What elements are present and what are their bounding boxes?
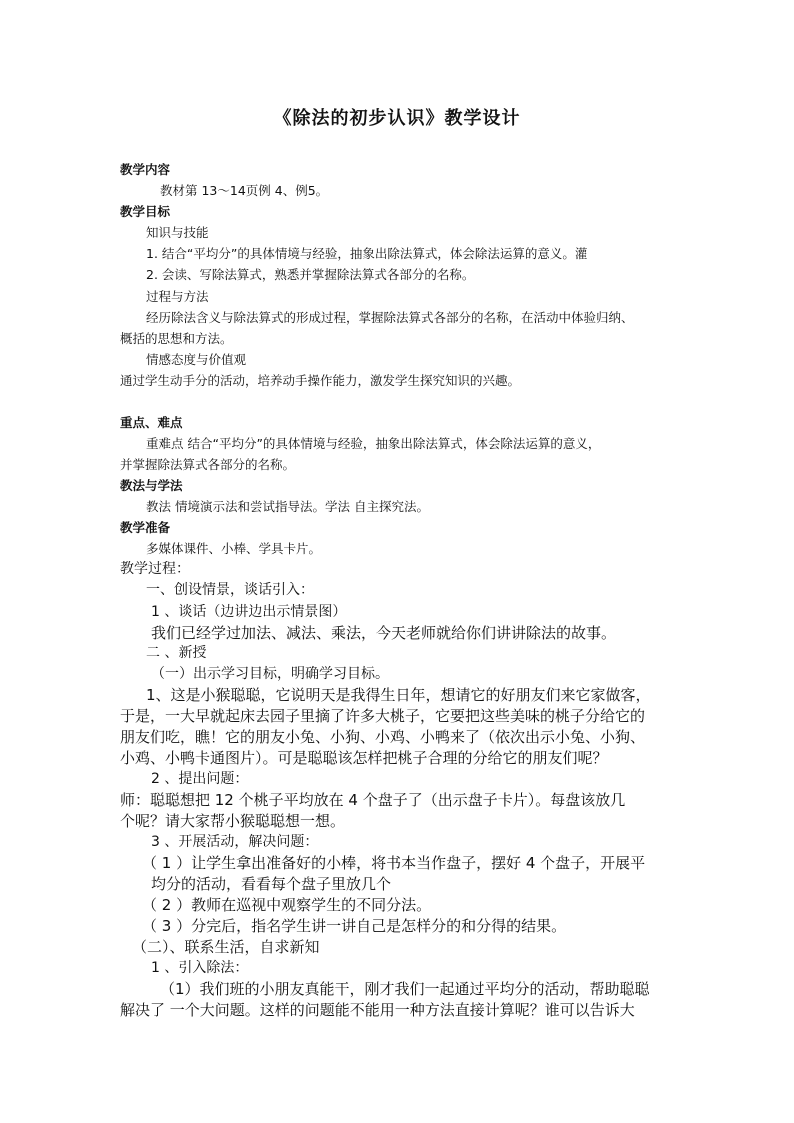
body-line: （1）我们班的小朋友真能干，刚才我们一起通过平均分的活动，帮助聪聪	[160, 980, 650, 998]
heading-teaching-methods: 教法与学法	[120, 478, 183, 493]
body-line: 2 、提出问题：	[151, 771, 249, 787]
body-line: 于是，一大早就起床去园子里摘了许多大桃子，它要把这些美味的桃子分给它的	[120, 707, 646, 725]
section-heading: 一、创设情景，谈话引入：	[146, 582, 314, 598]
body-line: （ 2 ）教师在巡视中观察学生的不同分法。	[142, 896, 432, 914]
body-line: 均分的活动，看看每个盘子里放几个	[151, 875, 392, 893]
heading-teaching-content: 教学内容	[120, 162, 171, 177]
body-line: 并掌握除法算式各部分的名称。	[120, 457, 296, 472]
section-heading: （二）、联系生活，自求新知	[132, 938, 320, 956]
body-line: 通过学生动手分的活动，培养动手操作能力，激发学生探究知识的兴趣。	[120, 373, 521, 388]
body-line: 教法 情境演示法和尝试指导法。学法 自主探究法。	[146, 499, 429, 514]
body-line: 2. 会读、写除法算式，熟悉并掌握除法算式各部分的名称。	[146, 267, 475, 282]
body-line: （ 3 ）分完后，指名学生讲一讲自己是怎样分的和分得的结果。	[142, 917, 567, 935]
body-line: 朋友们吃，瞧！它的朋友小兔、小狗、小鸡、小鸭来了（依次出示小兔、小狗、	[120, 728, 646, 746]
body-line: 重难点 结合“平均分”的具体情境与经验，抽象出除法算式，体会除法运算的意义，	[146, 436, 601, 451]
heading-teaching-goals: 教学目标	[120, 204, 171, 219]
body-line: 个呢？请大家帮小猴聪聪想一想。	[120, 812, 346, 830]
body-line: （ 1 ）让学生拿出准备好的小棒，将书本当作盘子，摆好 4 个盘子，开展平	[142, 854, 646, 872]
page-title: 《除法的初步认识》教学设计	[273, 108, 521, 129]
heading-teaching-process: 教学过程：	[120, 561, 190, 577]
body-line: （一）出示学习目标，明确学习目标。	[151, 666, 389, 682]
body-line: 1 、引入除法：	[151, 960, 249, 976]
body-line: 3 、开展活动，解决问题：	[151, 834, 319, 850]
subheading-process-method: 过程与方法	[146, 289, 209, 304]
subheading-attitude-values: 情感态度与价值观	[146, 352, 247, 367]
body-line: 多媒体课件、小棒、学具卡片。	[146, 541, 322, 556]
body-line: 小鸡、小鸭卡通图片）。可是聪聪该怎样把桃子合理的分给它的朋友们呢？	[120, 749, 608, 767]
body-line: 经历除法含义与除法算式的形成过程，掌握除法算式各部分的名称，在活动中体验归纳、	[146, 310, 634, 325]
heading-key-points: 重点、难点	[120, 415, 183, 430]
subheading-knowledge-skills: 知识与技能	[146, 225, 209, 240]
body-line: 概括的思想和方法。	[120, 331, 233, 346]
body-line: 1. 结合“平均分”的具体情境与经验，抽象出除法算式，体会除法运算的意义。灌	[146, 246, 588, 261]
body-line: 教材第 13～14页例 4、例5。	[160, 183, 329, 198]
section-heading: 二 、新授	[146, 645, 207, 661]
body-line: 1 、谈话（边讲边出示情景图）	[151, 604, 347, 620]
body-line: 解决了 一个大问题。这样的问题能不能用一种方法直接计算呢？谁可以告诉大	[120, 1001, 635, 1019]
body-line: 1、这是小猴聪聪，它说明天是我得生日年，想请它的好朋友们来它家做客，	[146, 686, 651, 704]
body-line: 我们已经学过加法、减法、乘法，今天老师就给你们讲讲除法的故事。	[151, 624, 617, 642]
heading-preparation: 教学准备	[120, 520, 171, 535]
body-line: 师：聪聪想把 12 个桃子平均放在 4 个盘子了（出示盘子卡片）。每盘该放几	[120, 791, 626, 809]
